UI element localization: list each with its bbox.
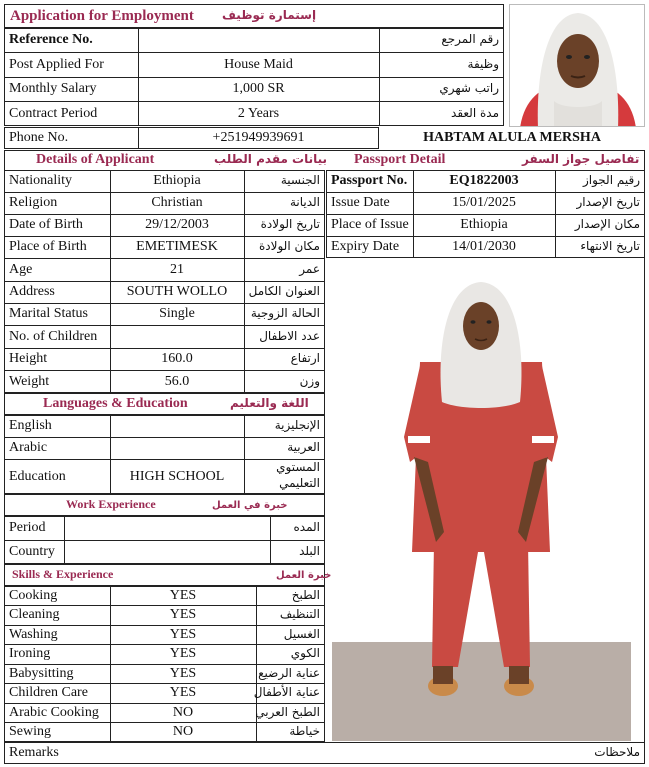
arabic-label: Arabic [9, 440, 48, 456]
salary-label: Monthly Salary [9, 81, 97, 97]
nationality-label: Nationality [9, 173, 72, 189]
issue-date-label: Issue Date [331, 195, 390, 211]
skill-washing-label: Washing [9, 626, 58, 642]
full-body-photo [332, 262, 631, 741]
height-label: Height [9, 351, 48, 367]
skill-children-care-label: Children Care [9, 685, 88, 701]
religion-value: Christian [151, 195, 203, 211]
salary-ar: راتب شهري [439, 81, 499, 96]
skill-washing-ar: الغسيل [283, 626, 320, 641]
work-title-ar: خبرة في العمل [212, 499, 288, 511]
skill-babysitting-value: YES [169, 665, 197, 681]
skill-washing-value: YES [169, 626, 197, 642]
english-ar: الإنجليزية [274, 418, 320, 433]
applicant-name: HABTAM ALULA MERSHA [423, 130, 601, 146]
reference-label: Reference No. [9, 32, 93, 48]
address-label: Address [9, 284, 55, 300]
dob-value: 29/12/2003 [145, 217, 209, 233]
passport-no-value: EQ1822003 [449, 173, 519, 189]
dob-ar: تاريخ الولادة [260, 217, 320, 232]
dob-label: Date of Birth [9, 217, 83, 233]
period-ar: المده [293, 520, 320, 535]
nationality-value: Ethiopia [153, 173, 201, 189]
education-value: HIGH SCHOOL [129, 468, 225, 484]
post-ar: وظيفة [467, 56, 499, 71]
issue-date-value: 15/01/2025 [452, 195, 516, 211]
place-issue-ar: مكان الإصدار [574, 217, 640, 232]
title-ar: إستمارة توظيف [222, 8, 317, 23]
religion-label: Religion [9, 195, 58, 211]
skill-children-care-ar: عناية الأطفال [253, 685, 320, 700]
pob-ar: مكان الولادة [258, 239, 320, 254]
remarks-label: Remarks [9, 745, 59, 761]
place-issue-value: Ethiopia [460, 217, 508, 233]
nationality-ar: الجنسية [280, 173, 320, 188]
pob-value: EMETIMESK [136, 239, 218, 255]
address-ar: العنوان الكامل [248, 284, 320, 299]
period-label: Period [9, 520, 46, 536]
age-label: Age [9, 261, 33, 277]
education-label: Education [9, 468, 66, 484]
expiry-label: Expiry Date [331, 239, 400, 255]
skill-cleaning-label: Cleaning [9, 607, 60, 623]
weight-ar: وزن [299, 373, 320, 388]
marital-label: Marital Status [9, 306, 88, 322]
languages-title-ar: اللغة والتعليم [230, 396, 309, 411]
country-ar: البلد [299, 544, 320, 559]
country-label: Country [9, 544, 55, 560]
weight-label: Weight [9, 373, 50, 389]
height-ar: ارتفاع [290, 351, 320, 366]
details-title-ar: بيانات مقدم الطلب [214, 152, 328, 167]
skill-sewing-value: NO [172, 724, 194, 740]
skill-cleaning-value: YES [169, 607, 197, 623]
marital-value: Single [159, 306, 195, 322]
salary-value: 1,000 SR [232, 81, 285, 97]
passport-title-ar: تفاصيل جواز السفر [522, 152, 640, 167]
expiry-value: 14/01/2030 [452, 239, 516, 255]
arabic-value [110, 437, 244, 459]
skill-arabic-cooking-label: Arabic Cooking [9, 704, 99, 720]
skill-ironing-ar: الكوي [290, 646, 320, 661]
contract-label: Contract Period [9, 105, 98, 121]
skill-babysitting-ar: عناية الرضيع [258, 665, 320, 680]
arabic-ar: العربية [287, 440, 320, 455]
skill-sewing-label: Sewing [9, 724, 51, 740]
english-value [110, 415, 244, 437]
skill-cleaning-ar: التنظيف [279, 607, 320, 622]
period-value [64, 516, 270, 540]
english-label: English [9, 418, 52, 434]
skill-arabic-cooking-value: NO [172, 704, 194, 720]
passport-photo [509, 4, 645, 127]
children-ar: عدد الاطفال [259, 328, 320, 343]
contract-ar: مدة العقد [451, 105, 499, 120]
passport-no-ar: رقيم الجواز [582, 173, 640, 188]
work-title-en: Work Experience [66, 497, 156, 512]
skills-title-ar: خبرة العمل [276, 569, 332, 581]
title-en: Application for Employment [10, 7, 194, 24]
pob-label: Place of Birth [9, 239, 87, 255]
marital-ar: الحالة الزوجية [250, 306, 320, 321]
reference-ar: رقم المرجع [441, 32, 499, 47]
post-value: House Maid [224, 56, 293, 72]
reference-value [138, 28, 379, 52]
education-ar-1: المستوي [276, 460, 320, 475]
religion-ar: الديانة [289, 195, 320, 210]
address-value: SOUTH WOLLO [126, 284, 228, 300]
skill-children-care-value: YES [169, 685, 197, 701]
skills-title-en: Skills & Experience [12, 567, 114, 582]
skill-babysitting-label: Babysitting [9, 665, 74, 681]
age-value: 21 [170, 261, 184, 277]
issue-date-ar: تاريخ الإصدار [576, 195, 640, 210]
expiry-ar: تاريخ الانتهاء [580, 239, 640, 254]
skill-arabic-cooking-ar: الطبخ العربي [255, 704, 320, 719]
children-label: No. of Children [9, 328, 98, 344]
skill-ironing-value: YES [169, 646, 197, 662]
height-value: 160.0 [161, 351, 193, 367]
country-value [64, 540, 270, 564]
phone-label: Phone No. [9, 130, 69, 146]
age-ar: عمر [299, 261, 320, 276]
passport-title-en: Passport Detail [354, 152, 446, 168]
place-issue-label: Place of Issue [331, 217, 409, 233]
passport-no-label: Passport No. [331, 173, 408, 189]
children-value [110, 325, 244, 348]
details-title-en: Details of Applicant [36, 152, 155, 168]
post-label: Post Applied For [9, 56, 104, 72]
skill-cooking-ar: الطبخ [291, 587, 320, 602]
skill-cooking-value: YES [169, 587, 197, 603]
contract-value: 2 Years [237, 105, 280, 121]
skill-cooking-label: Cooking [9, 587, 58, 603]
skill-ironing-label: Ironing [9, 646, 51, 662]
languages-title-en: Languages & Education [43, 396, 188, 412]
remarks-ar: ملاحظات [594, 745, 640, 760]
skill-sewing-ar: خياطة [289, 724, 320, 739]
education-ar-2: التعليمي [279, 476, 320, 491]
phone-value: +251949939691 [212, 130, 305, 146]
weight-value: 56.0 [164, 373, 190, 389]
